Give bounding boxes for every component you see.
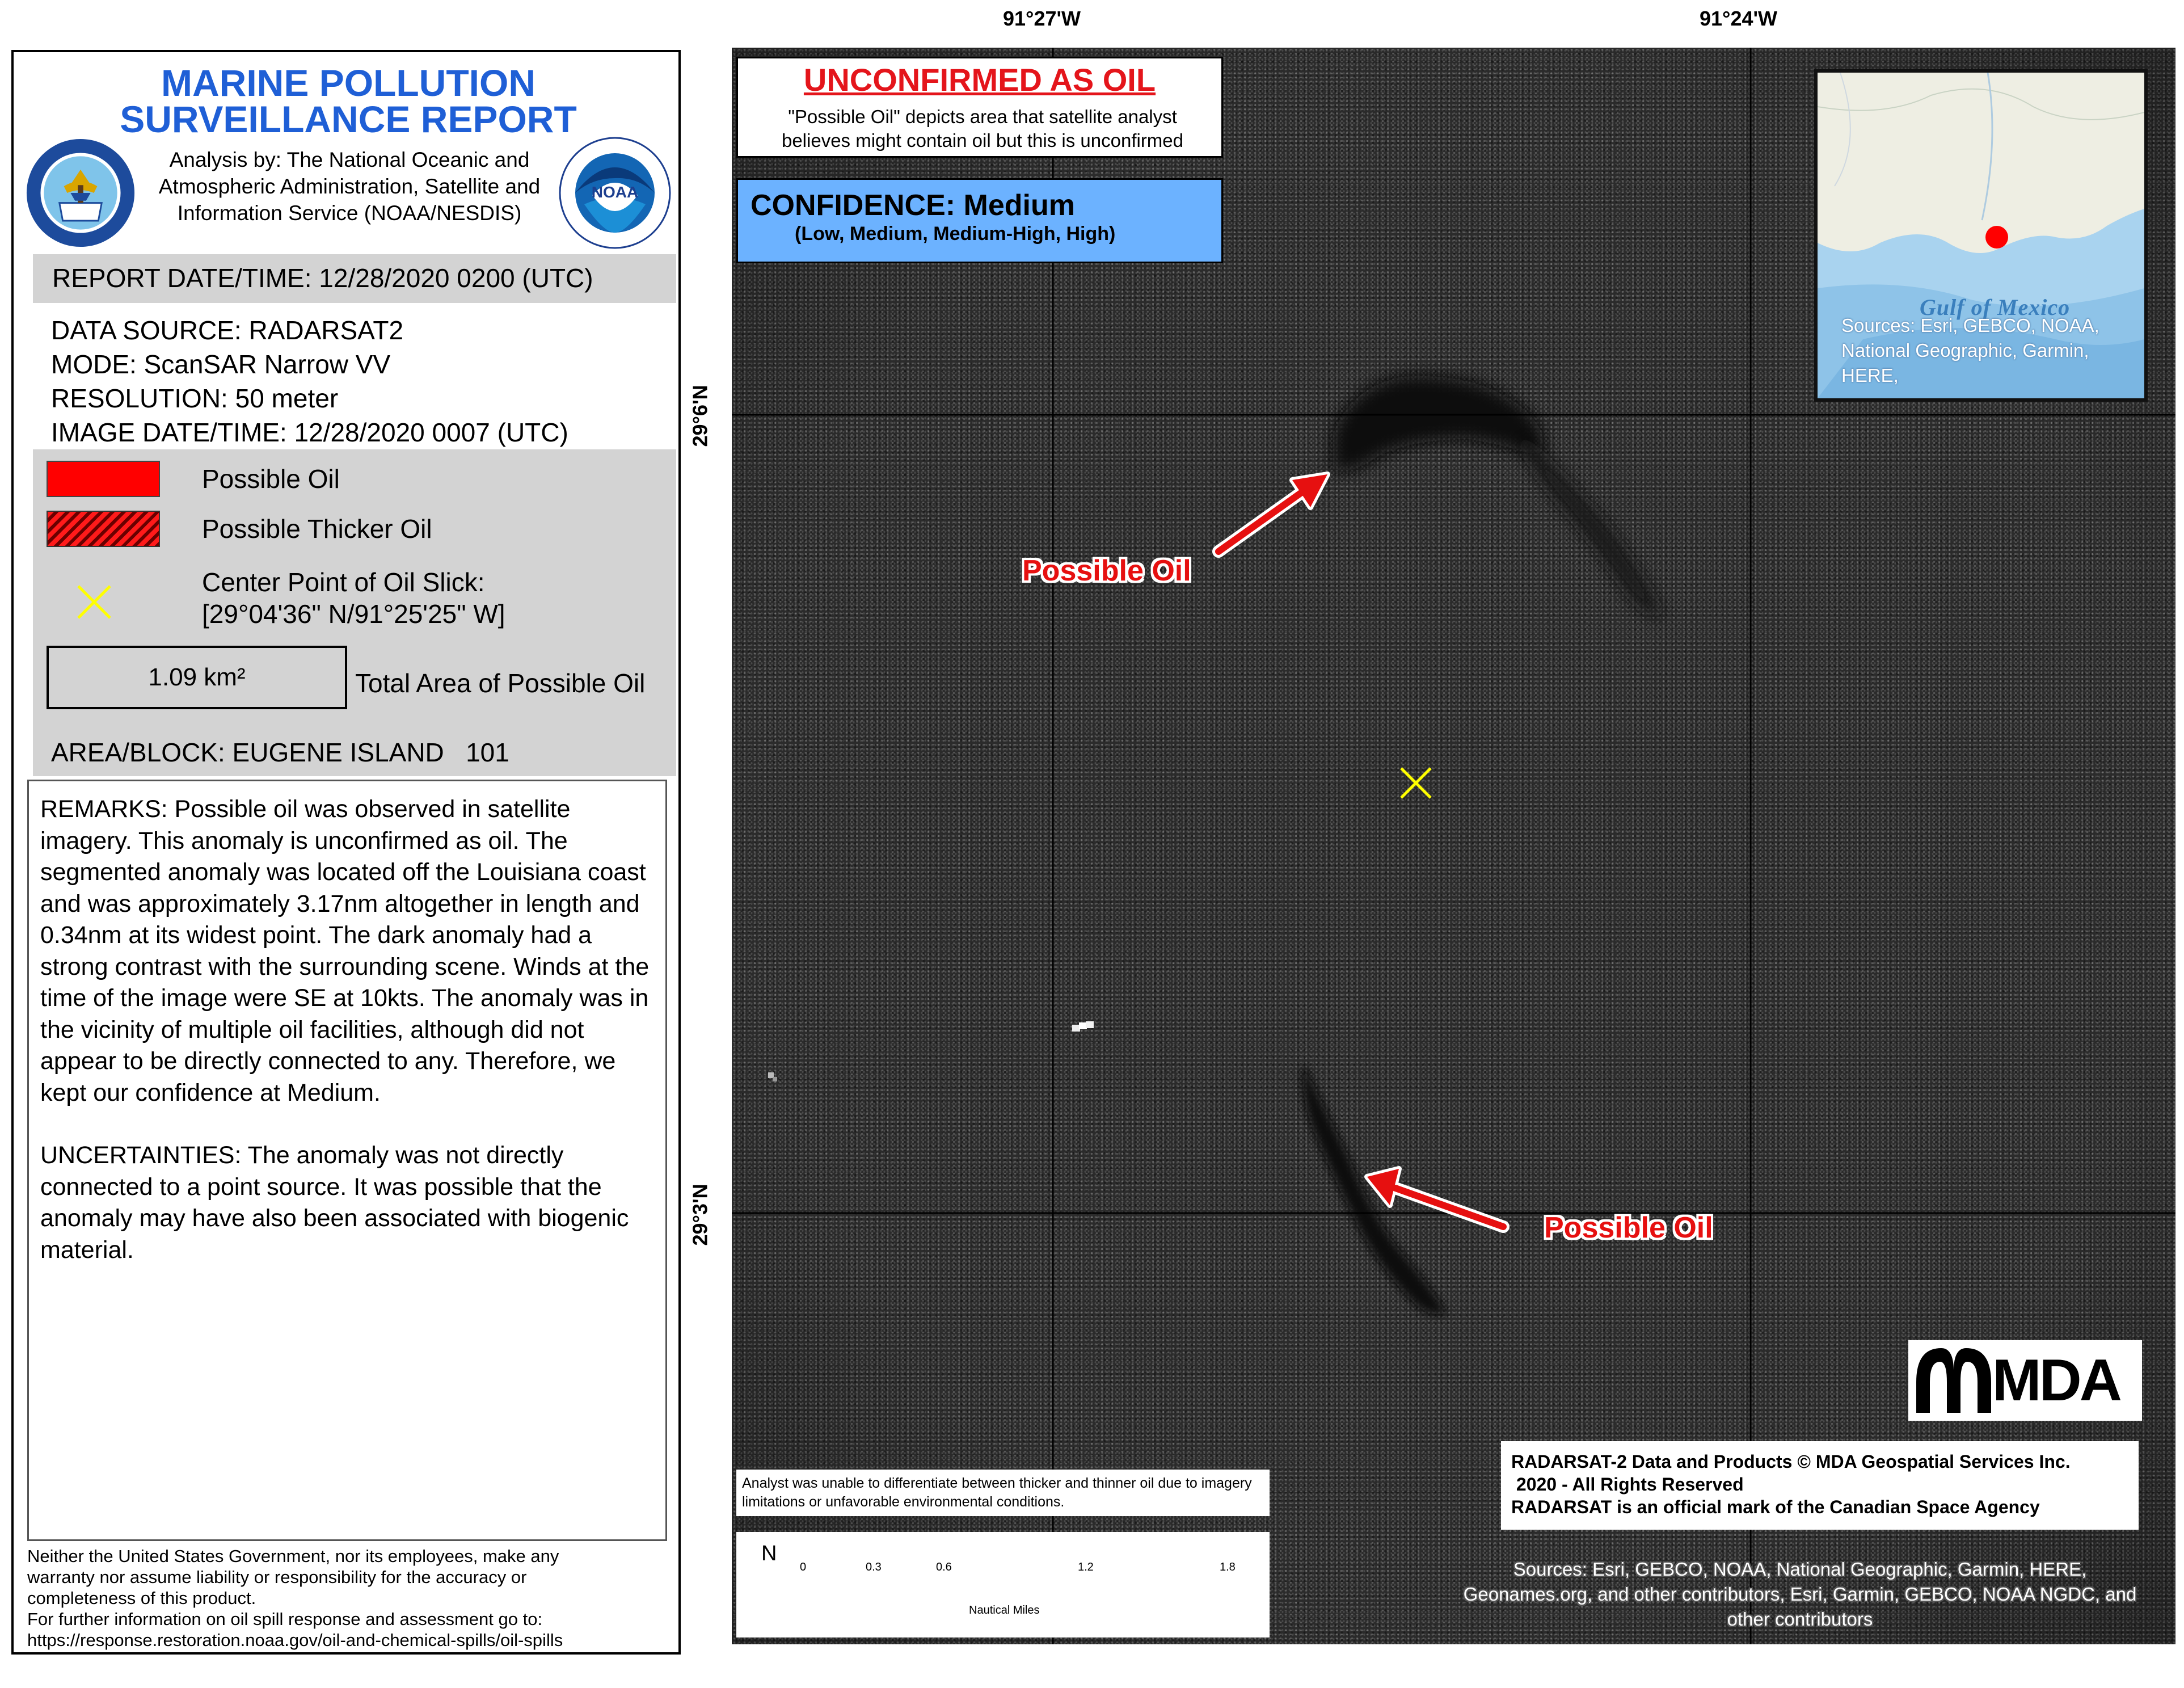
analyst-note-box (736, 1470, 1270, 1516)
north-arrow-label: N (761, 1542, 777, 1565)
latitude-tick-label-2: 29°3'N (688, 1184, 712, 1246)
disclaimer-line-3: completeness of this product. (27, 1588, 256, 1608)
scale-tick-0-3: 0.3 (866, 1561, 882, 1573)
scale-tick-0: 0 (800, 1561, 807, 1573)
disclaimer-line-2: warranty nor assume liability or responsibility for the accuracy or (27, 1567, 527, 1587)
legend-possible-thicker-oil-swatch (47, 511, 160, 547)
disclaimer-line-1: Neither the United States Government, nor its employees, make any (27, 1546, 559, 1566)
imaging-mode: MODE: ScanSAR Narrow VV (51, 350, 391, 379)
data-source: DATA SOURCE: RADARSAT2 (51, 315, 404, 345)
copyright-line-3: RADARSAT is an official mark of the Canadian Space Agency (1511, 1497, 2040, 1517)
total-area-value: 1.09 km² (47, 646, 347, 709)
analysis-by-text (145, 146, 554, 226)
analysis-by-line-1: Analysis by: The National Oceanic and (169, 148, 530, 171)
scale-tick-1-2: 1.2 (1078, 1561, 1094, 1573)
unconfirmed-as-oil-title: UNCONFIRMED AS OIL (803, 62, 1156, 98)
inset-map-credit: Sources: Esri, GEBCO, NOAA, National Geographic, Garmin, HERE, (1841, 315, 2099, 386)
scale-units: Nautical Miles (969, 1604, 1040, 1617)
center-point-coordinates: [29°04'36" N/91°25'25" W] (202, 599, 505, 629)
oil-spill-info-link[interactable]: https://response.restoration.noaa.gov/oil-and-chemical-spills/oil-spills (27, 1630, 563, 1650)
unconfirmed-note-line-1: "Possible Oil" depicts area that satellite analyst (788, 106, 1177, 127)
inset-gulf-label: Gulf of Mexico (1920, 294, 2071, 320)
scale-tick-1-8: 1.8 (1220, 1561, 1236, 1573)
area-block: AREA/BLOCK: EUGENE ISLAND 101 (51, 738, 509, 767)
inset-location-marker-icon (1984, 225, 2009, 250)
remarks-text: REMARKS: Possible oil was observed in satellite imagery. This anomaly is unconfirmed as oil. The segmented anomaly was located off the Louisiana coast and was approximately 3.17nm altogether in length and 0.34nm at its widest point. The dark anomaly had a strong contrast with the surrounding scene. Winds at the time of the image were SE at 10kts. The anomaly was in the vicinity of multiple oil facilities, although did not appear to be directly connected to any. Therefore, we kept our confidence at Medium. (40, 795, 650, 1106)
radarsat-copyright-box (1501, 1441, 2139, 1530)
legend-possible-thicker-oil-label: Possible Thicker Oil (202, 514, 432, 544)
report-datetime: REPORT DATE/TIME: 12/28/2020 0200 (UTC) (52, 263, 593, 293)
department-of-commerce-seal-icon (25, 137, 136, 249)
scale-tick-0-6: 0.6 (936, 1561, 952, 1573)
analyst-note: Analyst was unable to differentiate between thicker and thinner oil due to imagery limitations or unfavorable environmental conditions. (742, 1475, 1252, 1510)
longitude-tick-label-1: 91°27'W (1003, 7, 1081, 30)
legend-possible-oil-swatch (47, 461, 160, 497)
unconfirmed-as-oil-note (747, 105, 1218, 153)
unconfirmed-note-line-2: believes might contain oil but this is unconfirmed (781, 130, 1184, 151)
svg-text:NOAA: NOAA (591, 183, 639, 201)
unconfirmed-as-oil-box (736, 57, 1223, 158)
confidence-box (736, 178, 1223, 263)
possible-oil-callout-south: Possible Oil (1544, 1211, 1713, 1244)
noaa-seal-icon (558, 136, 672, 250)
longitude-tick-label-2: 91°24'W (1700, 7, 1778, 30)
report-title (14, 62, 683, 140)
mda-logo (1908, 1340, 2142, 1421)
copyright-line-1: RADARSAT-2 Data and Products © MDA Geospatial Services Inc. (1511, 1451, 2071, 1472)
disclaimer (27, 1546, 674, 1651)
confidence-level: CONFIDENCE: Medium (751, 189, 1075, 222)
disclaimer-line-4: For further information on oil spill response and assessment go to: (27, 1609, 543, 1629)
scale-bar-box (736, 1532, 1270, 1638)
center-point-label: Center Point of Oil Slick: (202, 567, 485, 597)
center-point-x-icon (75, 583, 113, 621)
latitude-tick-label-1: 29°6'N (688, 385, 712, 447)
report-info-panel (11, 50, 681, 1655)
basemap-credit: Sources: Esri, GEBCO, NOAA, National Geographic, Garmin, HERE, Geonames.org, and other contributors, Esri, Garmin, GEBCO, NOAA NGDC, and other contributors (1463, 1559, 2137, 1630)
image-datetime: IMAGE DATE/TIME: 12/28/2020 0007 (UTC) (51, 418, 568, 447)
legend-possible-oil-label: Possible Oil (202, 464, 340, 494)
copyright-line-2: 2020 - All Rights Reserved (1511, 1474, 1744, 1495)
analysis-by-line-3: Information Service (NOAA/NESDIS) (177, 201, 522, 225)
report-title-line-2: SURVEILLANCE REPORT (120, 98, 577, 140)
confidence-scale: (Low, Medium, Medium-High, High) (795, 223, 1116, 245)
remarks-box (27, 780, 667, 1541)
mda-logo-mark-icon (1916, 1348, 1991, 1413)
analysis-by-line-2: Atmospheric Administration, Satellite and (158, 175, 541, 198)
possible-oil-callout-north: Possible Oil (1022, 554, 1191, 587)
image-resolution: RESOLUTION: 50 meter (51, 384, 339, 413)
mda-logo-text: MDA (1992, 1348, 2120, 1413)
report-title-line-1: MARINE POLLUTION (161, 62, 536, 104)
total-area-label: Total Area of Possible Oil (355, 668, 646, 698)
uncertainties-text: UNCERTAINTIES: The anomaly was not directly connected to a point source. It was possible that the anomaly may have also been associated with biogenic material. (40, 1142, 629, 1264)
